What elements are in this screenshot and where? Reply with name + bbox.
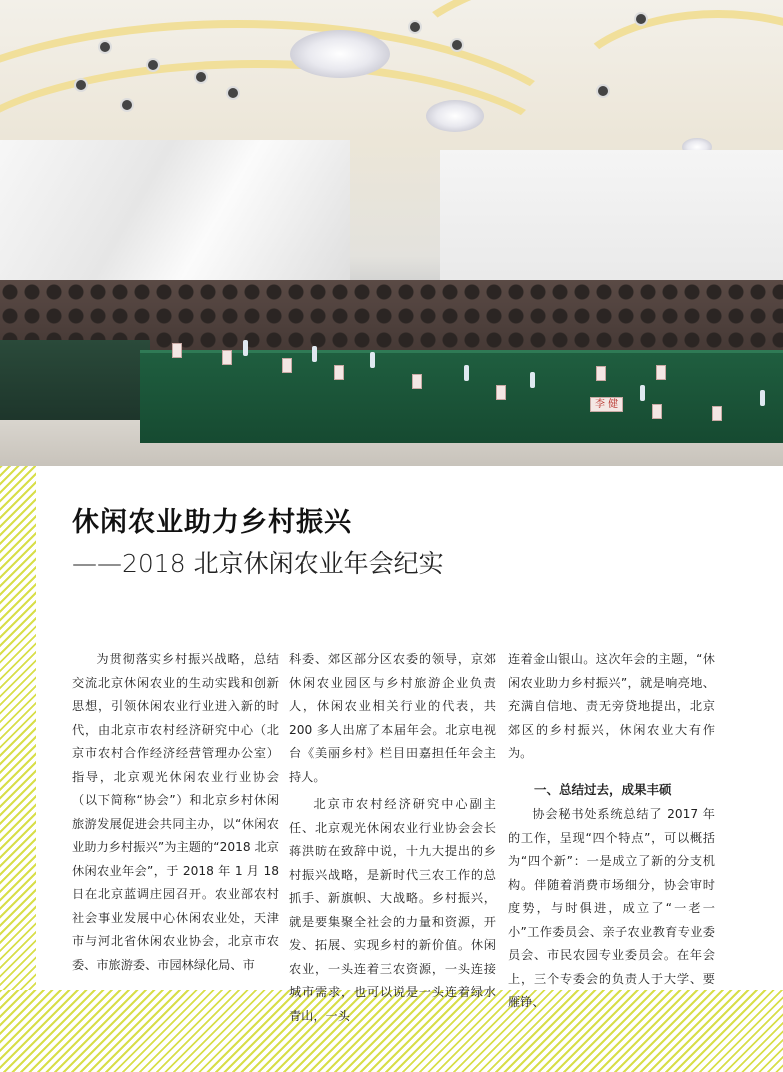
water-bottle (243, 340, 248, 356)
article-column-2 (289, 648, 496, 1028)
water-bottle (464, 365, 469, 381)
paragraph: 为贯彻落实乡村振兴战略，总结交流北京休闲农业的生动实践和创新思想，引领休闲农业行业进入新的时代，由北京市农村经济研究中心（北京市农村合作经济经营管理办公室）指导，北京观光休闲农业行业协会（以下简称“协会”）和北京乡村休闲旅游发展促进会共同主办，以“休闲农业助力乡村振兴”为主题的“2018 北京休闲农业年会”，于 2018 年 1 月 18 日在北京蓝调庄园召开。农业部农村社会事业发展中心休闲农业处，天津市与河北省休闲农业协会，北京市农委、市旅游委、市园林绿化局、市 (72, 652, 279, 972)
water-bottle (760, 390, 765, 406)
nameplate (334, 365, 344, 380)
paragraph: 协会秘书处系统总结了 2017 年的工作，呈现“四个特点”，可以概括为“四个新”：一是成立了新的分支机构。伴随着消费市场细分，协会审时度势，与时俱进，成立了“一老一小”工作委员会、亲子农业教育专业委员会、市民农园专业委员会。在年会上，三个专委会的负责人于大学、要雁铮、 (508, 807, 715, 1009)
chandelier (290, 30, 390, 78)
nameplate (596, 366, 606, 381)
side-table (0, 340, 150, 430)
spotlight (636, 14, 646, 24)
nameplate (496, 385, 506, 400)
spotlight (598, 86, 608, 96)
article-column-1 (72, 648, 279, 977)
nameplate (412, 374, 422, 389)
front-table (140, 350, 783, 443)
spotlight (100, 42, 110, 52)
water-bottle (312, 346, 317, 362)
paragraph: 北京市农村经济研究中心副主任、北京观光休闲农业行业协会会长蒋洪昉在致辞中说，十九大提出的乡村振兴战略，是新时代三农工作的总抓手、新旗帜、大战略。乡村振兴，就是要集聚全社会的力量和资源，开发、拓展、实现乡村的新价值。休闲农业，一头连着三农资源，一头连接城市需求，也可以说是一头连着绿水青山，一头 (289, 797, 496, 1023)
conference-photo (0, 0, 783, 466)
spotlight (76, 80, 86, 90)
decorative-stripe-left (0, 466, 36, 1072)
nameplate: 李 健 (590, 397, 623, 412)
nameplate (656, 365, 666, 380)
nameplate (172, 343, 182, 358)
paragraph: 连着金山银山。这次年会的主题，“休闲农业助力乡村振兴”，就是响亮地、充满自信地、责无旁贷地提出，北京郊区的乡村振兴，休闲农业大有作为。 (508, 652, 715, 760)
nameplate (652, 404, 662, 419)
section-heading: 一、总结过去，成果丰硕 (534, 781, 672, 797)
hall-right-wall (440, 150, 783, 290)
water-bottle (640, 385, 645, 401)
spotlight (228, 88, 238, 98)
nameplate (222, 350, 232, 365)
hall-left-wall (0, 140, 350, 290)
nameplate (282, 358, 292, 373)
article-title: 休闲农业助力乡村振兴 (72, 507, 352, 538)
paragraph: 科委、郊区部分区农委的领导，京郊休闲农业园区与乡村旅游企业负责人，休闲农业相关行业的代表，共 200 多人出席了本届年会。北京电视台《美丽乡村》栏目田嘉担任年会主持人。 (289, 652, 496, 784)
spotlight (196, 72, 206, 82)
chandelier (426, 100, 484, 132)
nameplate (712, 406, 722, 421)
water-bottle (370, 352, 375, 368)
spotlight (410, 22, 420, 32)
spotlight (122, 100, 132, 110)
article-subtitle: ——2018 北京休闲农业年会纪实 (72, 549, 444, 578)
article-column-3 (508, 648, 715, 1015)
water-bottle (530, 372, 535, 388)
spotlight (452, 40, 462, 50)
spotlight (148, 60, 158, 70)
